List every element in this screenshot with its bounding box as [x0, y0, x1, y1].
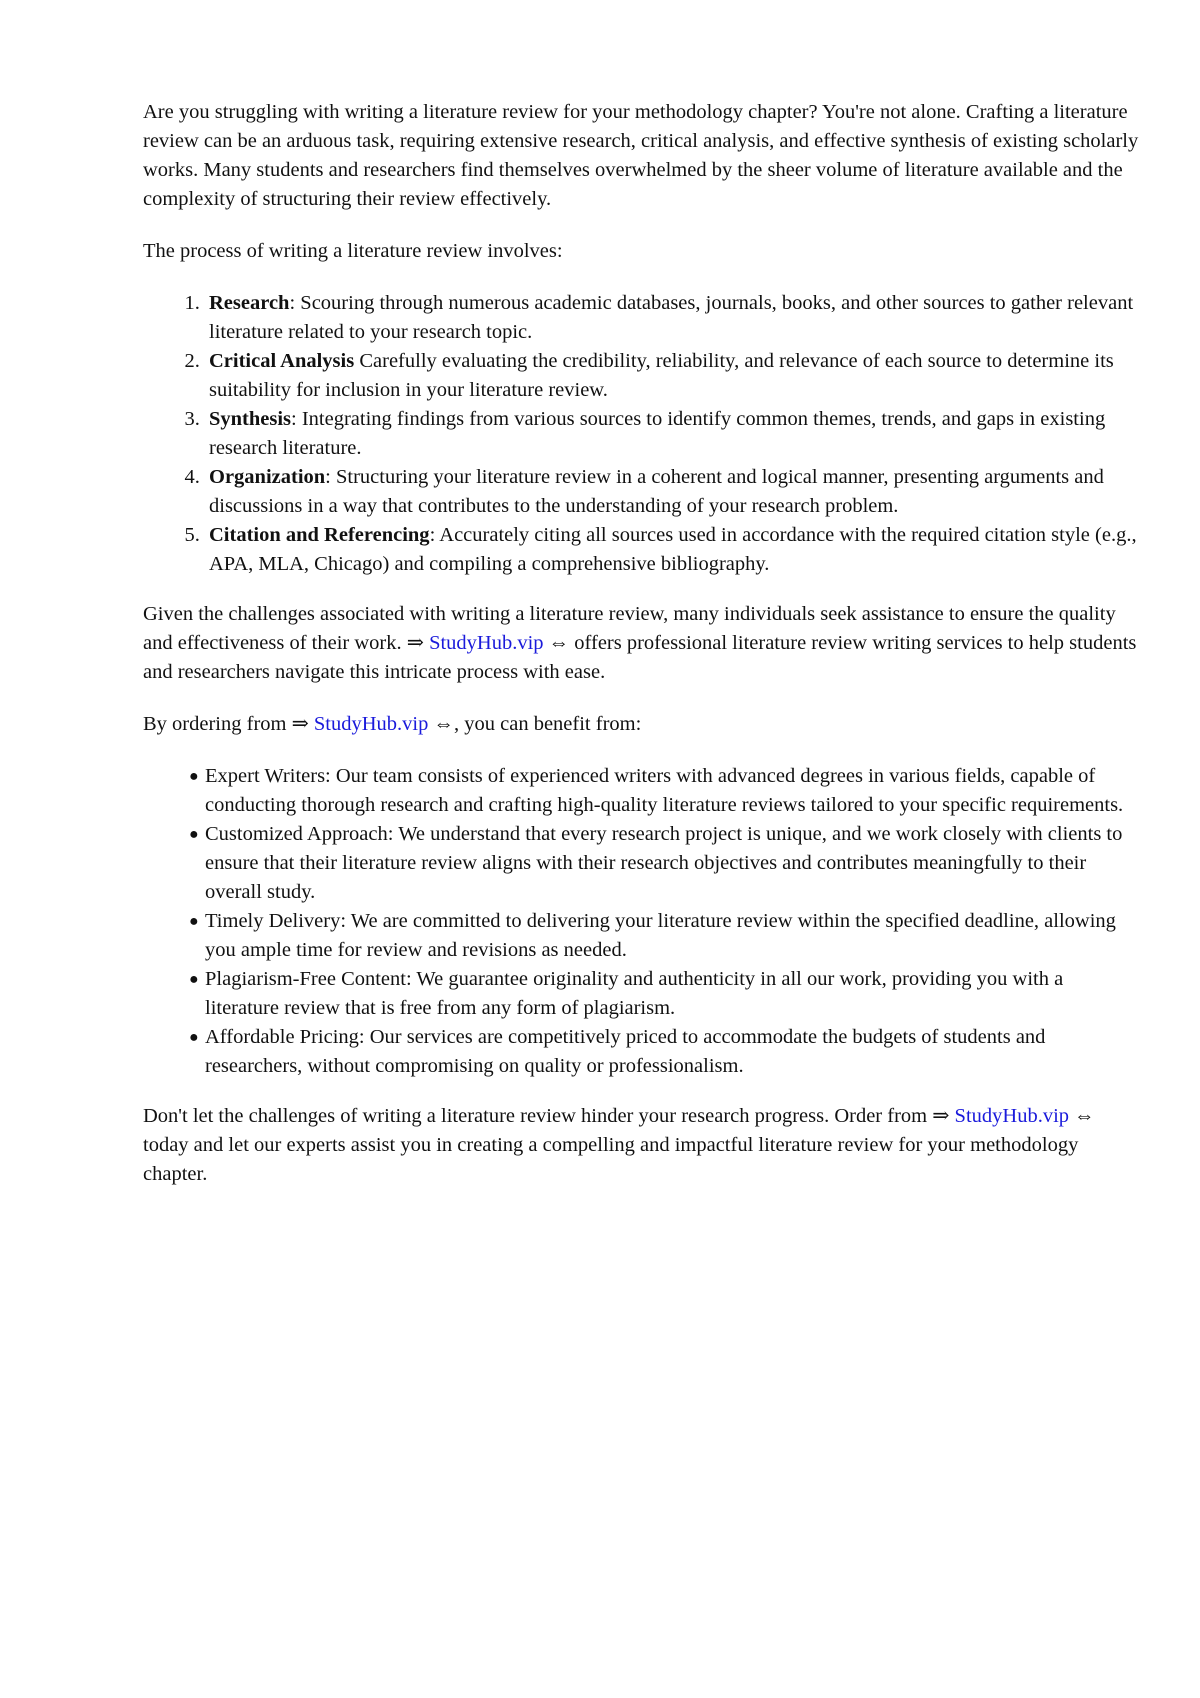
- bullet-icon: ●: [189, 971, 199, 988]
- list-item: ● Affordable Pricing: Our services are competitively priced to accommodate the budgets of students and researchers, without compromising on quality or professionalism.: [205, 1023, 1141, 1081]
- step-title: Organization: [209, 466, 326, 488]
- process-heading: The process of writing a literature review involves:: [143, 240, 563, 262]
- intro-paragraph: Are you struggling with writing a literature review for your methodology chapter? You're not alone. Crafting a literature review can be an arduous task, requiring extensive research, critical analysis, and effective synthesis of existing scholarly works. Many students and researchers find themselves overwhelmed by the sheer volume of literature available and the complexity of structuring their review effectively.: [143, 101, 1139, 210]
- list-item: ● Timely Delivery: We are committed to delivering your literature review within the specified deadline, allowing you ample time for review and revisions as needed.: [205, 907, 1141, 965]
- list-item: [205, 347, 1141, 405]
- step-title: Critical Analysis: [209, 350, 355, 372]
- list-item: 4. Organization: Structuring your literature review in a coherent and logical manner, presenting arguments and discussions in a way that contributes to the understanding of your research problem.: [205, 463, 1141, 521]
- closing-paragraph: Don't let the challenges of writing a literature review hinder your research progress. Order from ⇒ StudyHub.vip ⇔ today and let our experts assist you in creating a compelling and impactful literature review for your methodology chapter.: [143, 1105, 1095, 1185]
- step-title: Synthesis: [209, 408, 292, 430]
- list-item: ● Expert Writers: Our team consists of experienced writers with advanced degrees in various fields, capable of conducting thorough research and crafting high-quality literature reviews tailored to your specific requirements.: [205, 762, 1141, 820]
- studyhub-link[interactable]: StudyHub.vip: [313, 713, 429, 735]
- bullet-icon: ●: [189, 913, 199, 930]
- process-steps-list: [143, 289, 1141, 579]
- bullet-icon: ●: [189, 1029, 199, 1046]
- step-text: Integrating findings from various sources to identify common themes, trends, and gaps in existing research literature.: [209, 408, 1106, 459]
- list-item: 5. Citation and Referencing: Accurately citing all sources used in accordance with the required citation style (e.g., APA, MLA, Chicago) and compiling a comprehensive bibliography.: [205, 521, 1141, 579]
- list-item: ● Plagiarism-Free Content: We guarantee originality and authenticity in all our work, providing you with a literature review that is free from any form of plagiarism.: [205, 965, 1141, 1023]
- bullet-icon: ●: [189, 768, 199, 785]
- step-text: Accurately citing all sources used in accordance with the required citation style (e.g., APA, MLA, Chicago) and compiling a comprehensive bibliography.: [209, 524, 1137, 575]
- list-item: ● Customized Approach: We understand that every research project is unique, and we work closely with clients to ensure that their literature review aligns with their research objectives and contributes meaningfully to their overall study.: [205, 820, 1141, 907]
- studyhub-link[interactable]: StudyHub.vip: [954, 1105, 1070, 1127]
- step-title: Citation and Referencing: [209, 524, 430, 546]
- list-item: 1. Research: Scouring through numerous academic databases, journals, books, and other sources to gather relevant literature related to your research topic.: [205, 289, 1141, 347]
- step-text: Structuring your literature review in a coherent and logical manner, presenting arguments and discussions in a way that contributes to the understanding of your research problem.: [209, 466, 1104, 517]
- step-text: Carefully evaluating the credibility, reliability, and relevance of each source to determine its suitability for inclusion in your literature review.: [209, 350, 1114, 401]
- list-item: 3. Synthesis: Integrating findings from various sources to identify common themes, trends, and gaps in existing research literature.: [205, 405, 1141, 463]
- bullet-icon: ●: [189, 826, 199, 843]
- studyhub-link[interactable]: StudyHub.vip: [429, 632, 544, 654]
- benefits-list: [143, 762, 1141, 1081]
- document-page: [143, 98, 1141, 1212]
- benefit-intro-paragraph: By ordering from ⇒ StudyHub.vip ⇔, you can benefit from:: [143, 713, 642, 735]
- step-text: Scouring through numerous academic databases, journals, books, and other sources to gather relevant literature related to your research topic.: [209, 292, 1134, 343]
- challenges-paragraph: Given the challenges associated with writing a literature review, many individuals seek assistance to ensure the quality and effectiveness of their work. ⇒ StudyHub.vip ⇔ offers professional literature review writing services to help students and researchers navigate this intricate process with ease.: [143, 603, 1137, 683]
- step-title: Research: [209, 292, 290, 314]
